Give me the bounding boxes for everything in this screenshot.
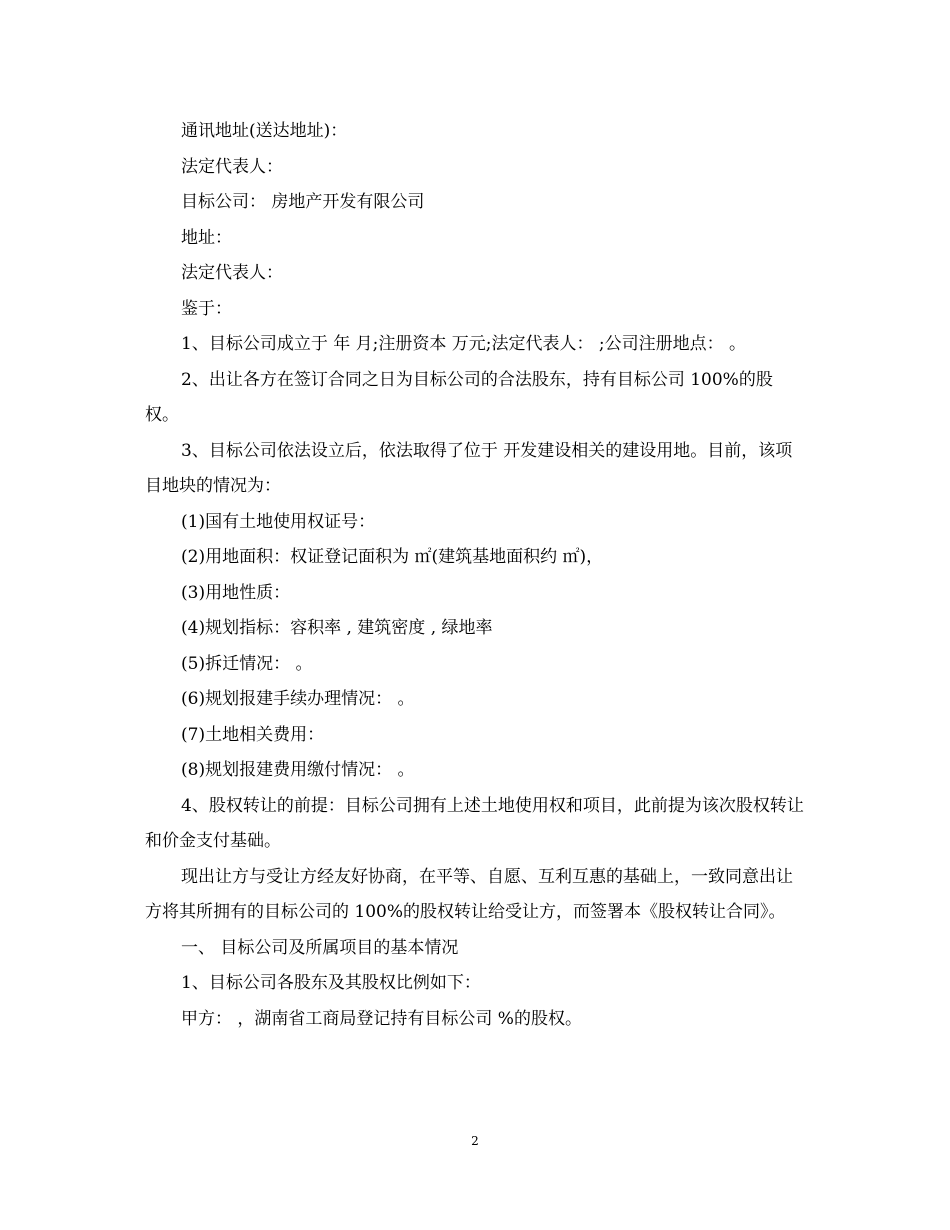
paragraph-legal-representative: 法定代表人： [181,156,283,177]
paragraph-land-fees: (7)土地相关费用： [181,724,325,745]
paragraph-planning-indices: (4)规划指标：容积率 , 建筑密度 , 绿地率 [181,618,493,638]
section-heading-1: 一、 目标公司及所属项目的基本情况 [181,937,459,958]
paragraph-land-cert: (1)国有土地使用权证号： [181,511,376,532]
paragraph-planning-procedures: (6)规划报建手续办理情况： 。 [181,689,415,709]
document-body [145,114,805,1037]
paragraph-party-a: 甲方： ，湖南省工商局登记持有目标公司 %的股权。 [181,1008,582,1029]
paragraph-recital-4: 4、股权转让的前提：目标公司拥有上述土地使用权和项目，此前提为该次股权转让和价金支付基础。 [145,795,804,851]
paragraph-recital-2: 2、出让各方在签订合同之日为目标公司的合法股东，持有目标公司 100%的股权。 [145,369,773,425]
paragraph-recital-1: 1、目标公司成立于 年 月;注册资本 万元;法定代表人： ;公司注册地点： 。 [181,334,747,354]
paragraph-demolition: (5)拆迁情况： 。 [181,653,313,674]
paragraph-planning-fees: (8)规划报建费用缴付情况： 。 [181,760,415,780]
paragraph-shareholders: 1、目标公司各股东及其股权比例如下： [181,973,481,993]
page-number: 2 [471,1134,479,1148]
paragraph-agreement: 现出让方与受让方经友好协商，在平等、自愿、互利互惠的基础上，一致同意出让方将其所拥有的目标公司的 100%的股权转让给受让方，而签署本《股权转让合同》。 [145,866,793,922]
paragraph-mailing-address: 通讯地址(送达地址)： [181,121,348,141]
paragraph-land-area: (2)用地面积：权证登记面积为 ㎡(建筑基地面积约 ㎡)， [181,547,604,567]
paragraph-whereas: 鉴于： [181,298,232,319]
paragraph-target-company: 目标公司： 房地产开发有限公司 [181,192,425,212]
paragraph-recital-3: 3、目标公司依法设立后，依法取得了位于 开发建设相关的建设用地。目前，该项目地块的情况为： [145,440,793,496]
paragraph-legal-representative-2: 法定代表人： [181,263,283,283]
paragraph-land-use: (3)用地性质： [181,582,291,603]
paragraph-address: 地址： [181,227,232,248]
